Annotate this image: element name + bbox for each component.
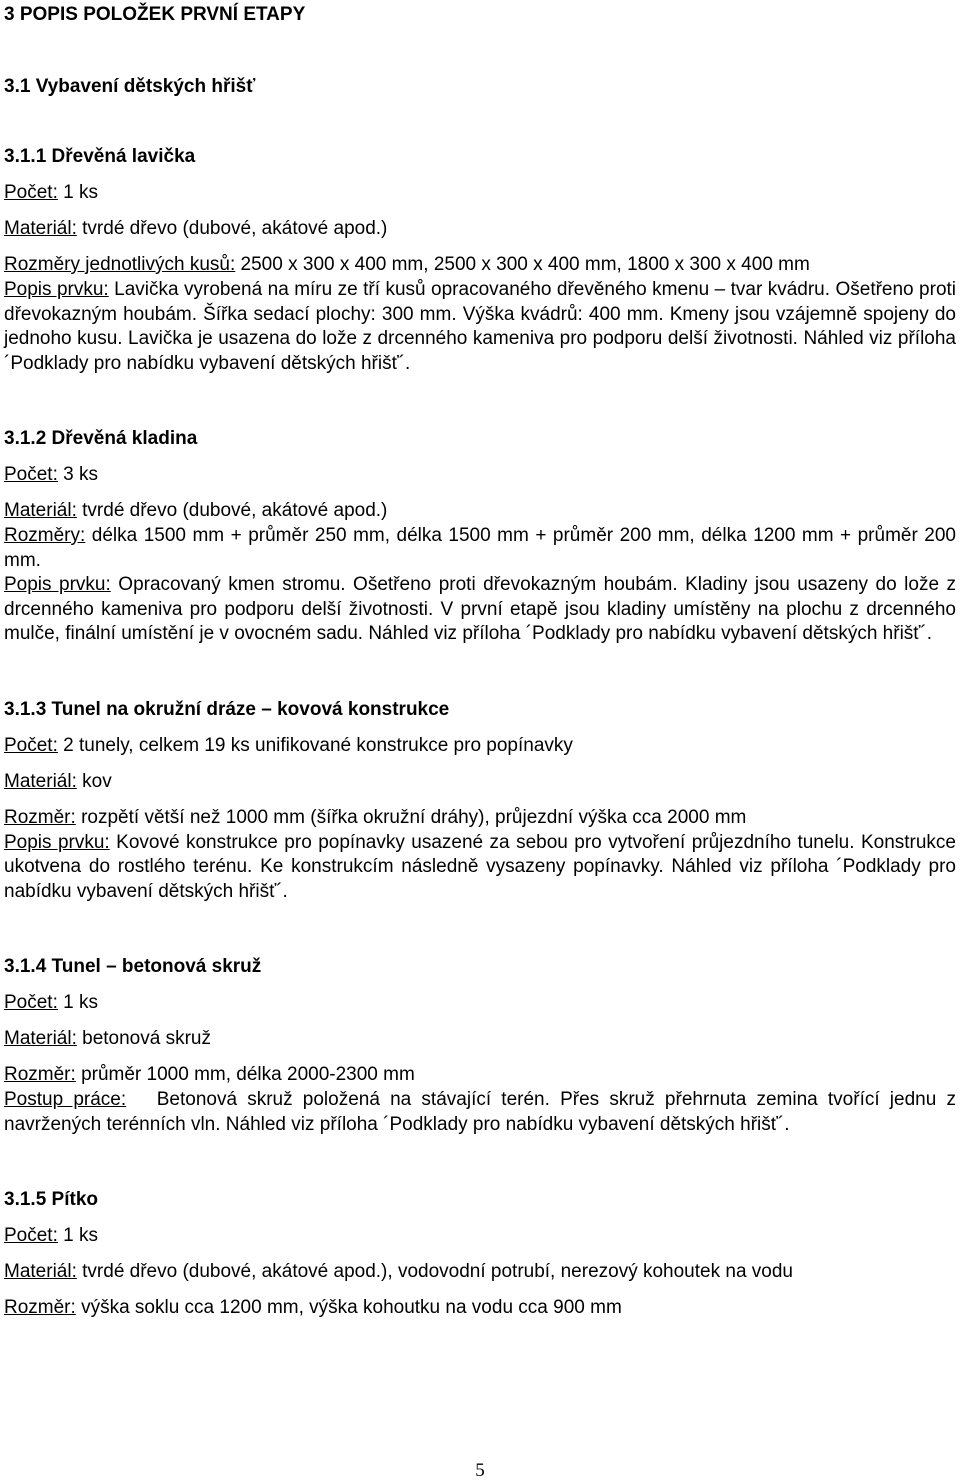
field-pocet: Počet: 1 ks	[4, 1225, 99, 1246]
field-popis: Popis prvku: Opracovaný kmen stromu. Ošetřeno proti dřevokazným houbám. Kladiny jsou usazeny do lože z drcenného kameniva pro podporu delší životnosti. V první etapě jsou kladiny umístěny na plochu z drcenného mulče, finální umístění je v ovocném sadu. Náhled viz příloha ´Podklady pro nabídku vybavení dětských hřišť´.	[4, 574, 957, 644]
field-popis: Popis prvku: Kovové konstrukce pro popínavky usazené za sebou pro vytvoření průjezdního tunelu. Konstrukce ukotvena do rostlého terénu. Ke konstrukcím následně vysazeny popínavky. Náhled viz příloha ´Podklady pro nabídku vybavení dětských hřišť´.	[4, 831, 957, 902]
field-pocet: Počet: 3 ks	[4, 464, 99, 485]
field-popis: Popis prvku: Lavička vyrobená na míru ze tří kusů opracovaného dřevěného kmenu – tvar kvádru. Ošetřeno proti dřevokazným houbám. Šířka sedací plochy: 300 mm. Výška kvádrů: 400 mm. Kmeny jsou vzájemně spojeny do jednoho kusu. Lavička je usazena do lože z drcenného kameniva pro podporu delší životnosti. Náhled viz příloha ´Podklady pro nabídku vybavení dětských hřišť´.	[4, 279, 957, 374]
item-lavicka	[4, 144, 956, 376]
field-material: Materiál: tvrdé dřevo (dubové, akátové apod.), vodovodní potrubí, nerezový kohoutek na vodu	[4, 1261, 793, 1282]
field-material: Materiál: kov	[4, 770, 112, 792]
page-number: 5	[475, 1460, 485, 1481]
field-material: Materiál: betonová skruž	[4, 1028, 211, 1049]
field-postup: Postup práce: Betonová skruž položená na stávající terén. Přes skruž přehrnuta zemina tvořící jednu z navržených terénních vln. Náhled viz příloha ´Podklady pro nabídku vybavení dětských hřišť´.	[4, 1089, 956, 1135]
field-pocet: Počet: 1 ks	[4, 992, 99, 1013]
field-rozmery: Rozměry jednotlivých kusů: 2500 x 300 x 400 mm, 2500 x 300 x 400 mm, 1800 x 300 x 400 mm	[4, 254, 810, 275]
field-material: Materiál: tvrdé dřevo (dubové, akátové apod.)	[4, 500, 388, 521]
field-pocet: Počet: 2 tunely, celkem 19 ks unifikované konstrukce pro popínavky	[4, 734, 573, 756]
chapter-heading: 3 POPIS POLOŽEK PRVNÍ ETAPY	[4, 4, 306, 25]
item-kladina	[4, 426, 956, 647]
item-title: 3.1.3 Tunel na okružní dráze – kovová konstrukce	[4, 698, 450, 720]
field-rozmer: Rozměr: průměr 1000 mm, délka 2000-2300 mm	[4, 1064, 415, 1085]
item-title: 3.1.1 Dřevěná lavička	[4, 146, 196, 167]
item-title: 3.1.2 Dřevěná kladina	[4, 428, 198, 449]
field-rozmer: Rozměr: výška soklu cca 1200 mm, výška kohoutku na vodu cca 900 mm	[4, 1297, 622, 1318]
document-page	[4, 0, 956, 1321]
item-tunel-kovovy	[4, 697, 956, 905]
field-material: Materiál: tvrdé dřevo (dubové, akátové apod.)	[4, 218, 388, 239]
item-tunel-skruz	[4, 954, 956, 1137]
item-title: 3.1.5 Pítko	[4, 1189, 98, 1210]
field-rozmer: Rozměr: rozpětí větší než 1000 mm (šířka okružní dráhy), průjezdní výška cca 2000 mm	[4, 806, 747, 828]
field-rozmery: Rozměry: délka 1500 mm + průměr 250 mm, délka 1500 mm + průměr 200 mm, délka 1200 mm + průměr 200 mm.	[4, 525, 956, 571]
item-title: 3.1.4 Tunel – betonová skruž	[4, 956, 262, 977]
field-pocet: Počet: 1 ks	[4, 182, 99, 203]
section-heading: 3.1 Vybavení dětských hřišť	[4, 76, 256, 97]
item-pitko	[4, 1187, 956, 1321]
